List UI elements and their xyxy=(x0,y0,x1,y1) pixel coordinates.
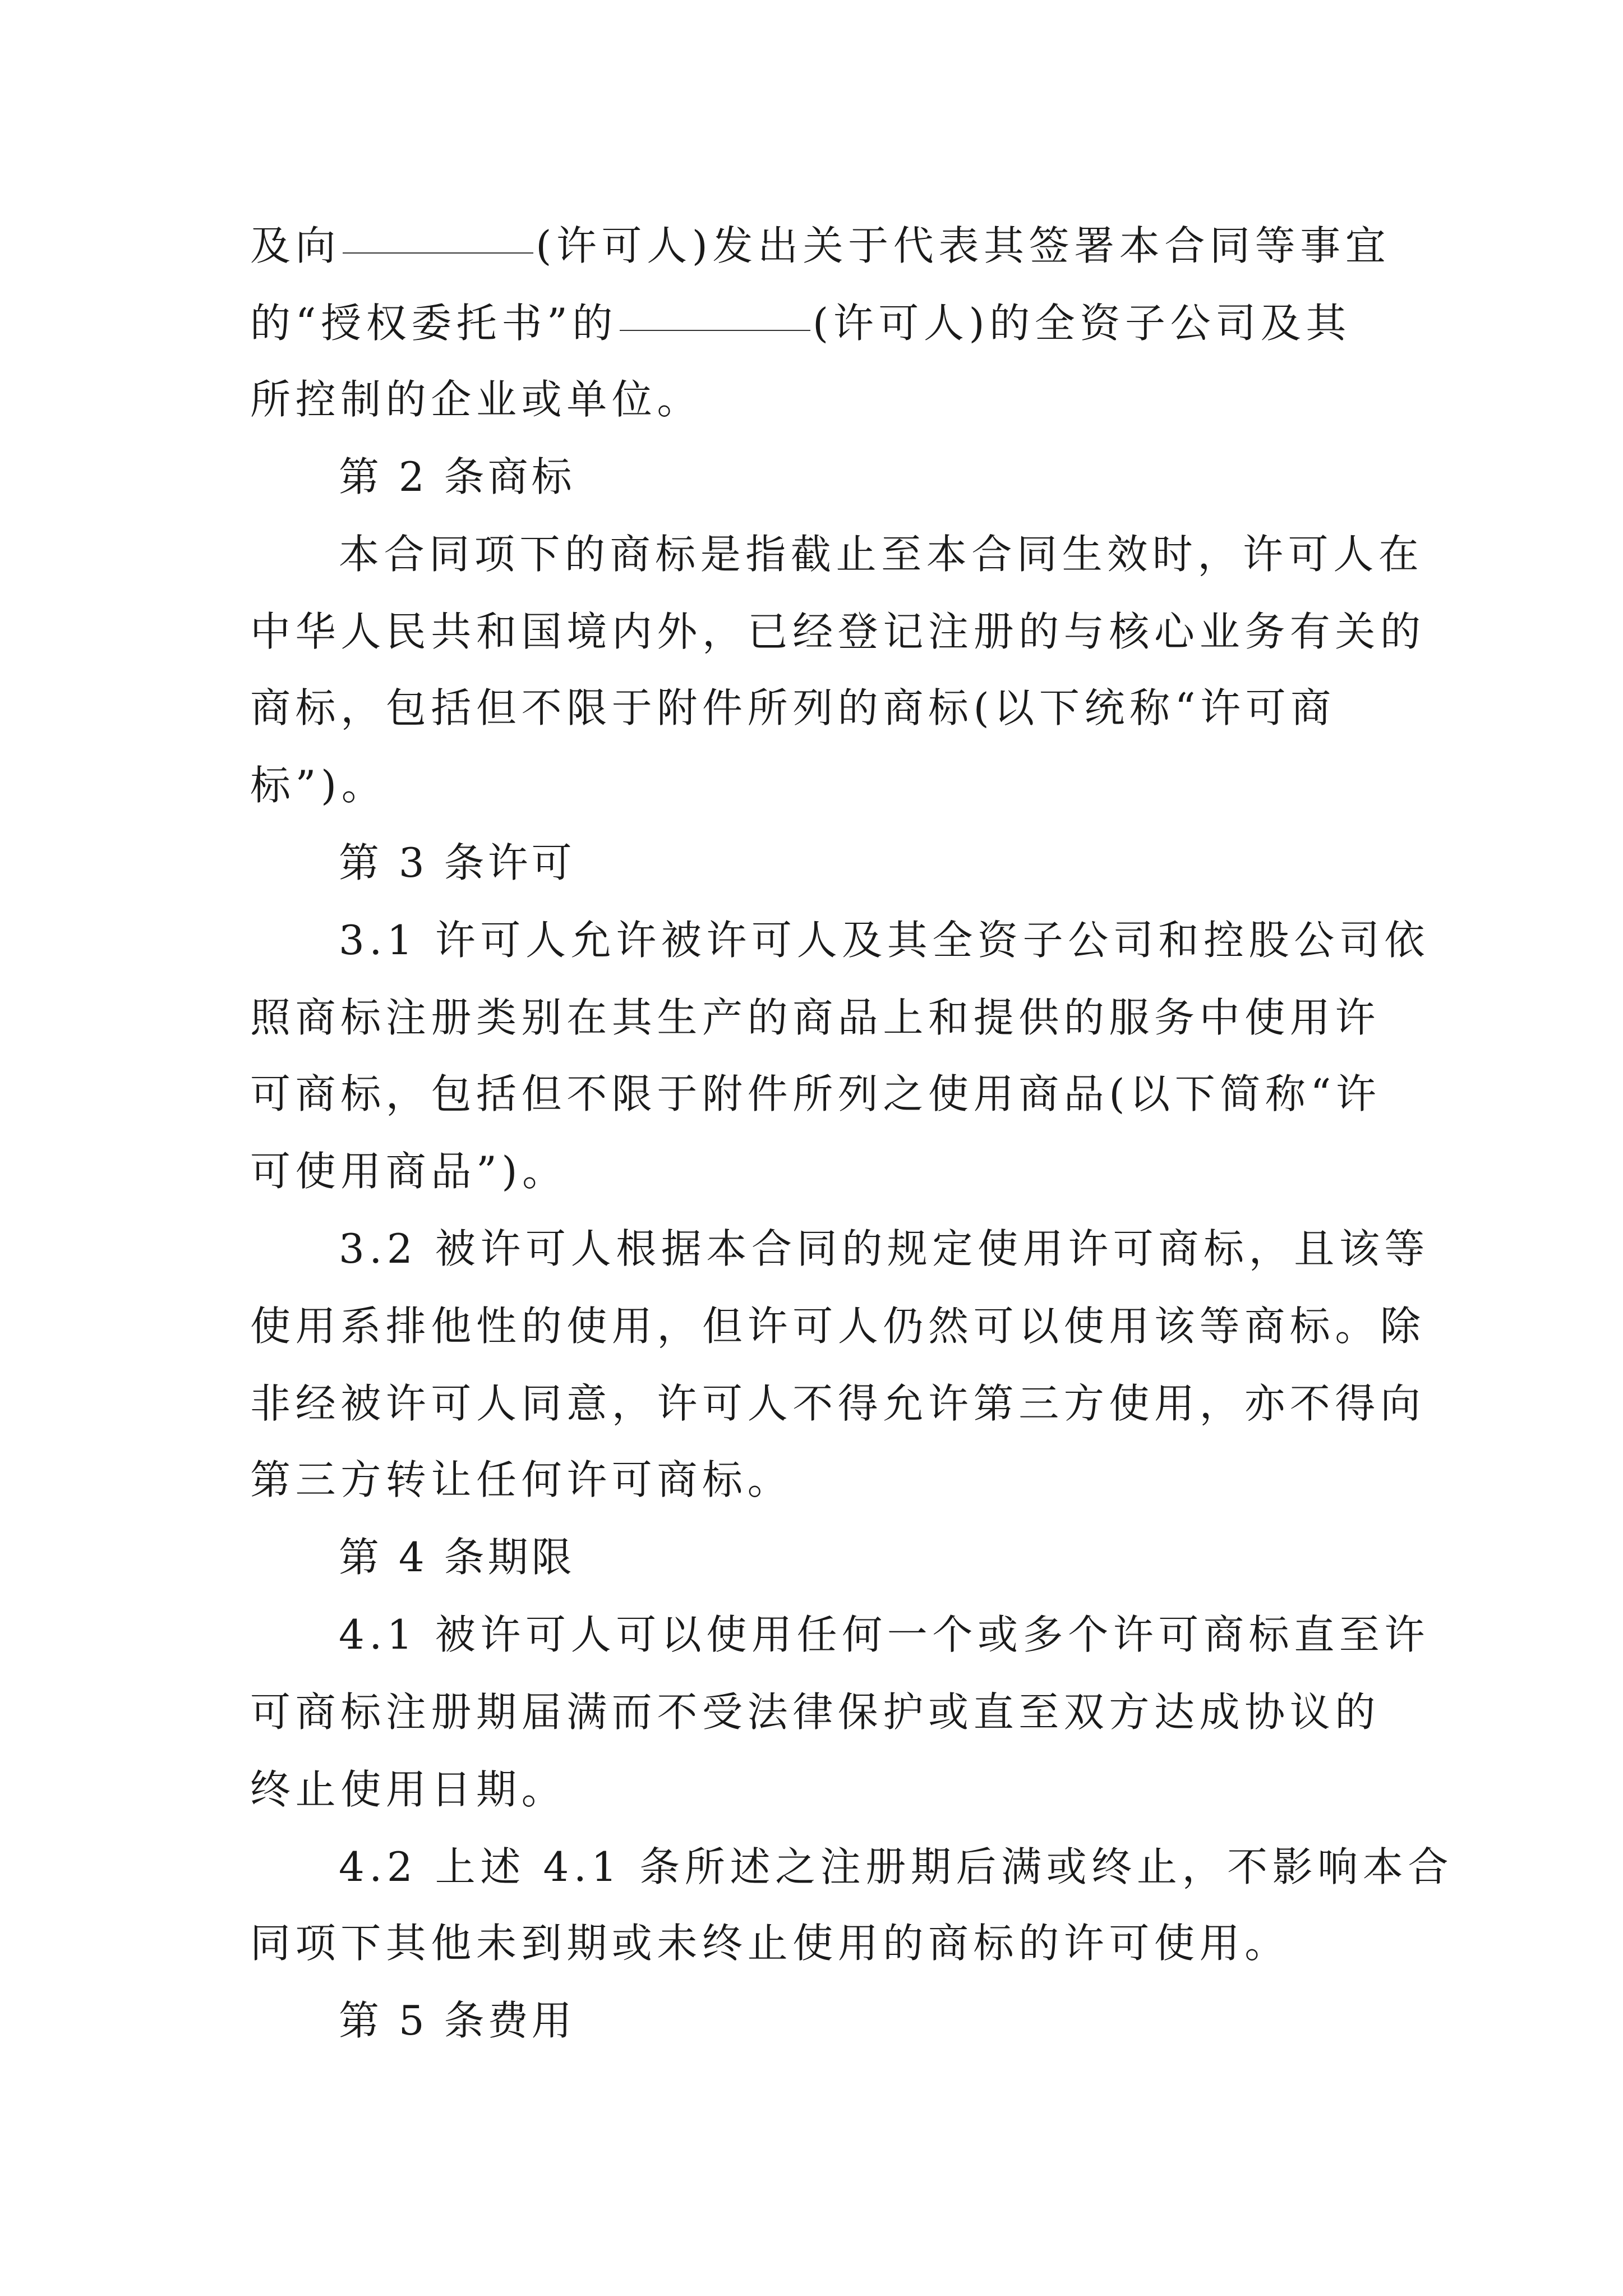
text-line: 第三方转让任何许可商标。 xyxy=(250,1456,793,1503)
text-fragment: 及向 xyxy=(250,222,341,269)
text-line xyxy=(250,284,1389,362)
text-line xyxy=(250,206,1389,285)
text-line: 标”)。 xyxy=(250,762,387,809)
text-fragment: (许可人)的全资子公司及其 xyxy=(813,300,1352,347)
text-line: 可商标注册期届满而不受法律保护或直至双方达成协议的 xyxy=(250,1688,1381,1736)
blank-underline xyxy=(620,284,810,331)
text-line: 中华人民共和国境内外，已经登记注册的与核心业务有关的 xyxy=(250,608,1426,655)
text-line: 3.1 许可人允许被许可人及其全资子公司和控股公司依 xyxy=(339,917,1430,964)
text-line: 照商标注册类别在其生产的商品上和提供的服务中使用许 xyxy=(250,994,1381,1041)
text-fragment: 的“授权委托书”的 xyxy=(250,300,618,347)
text-line: 所控制的企业或单位。 xyxy=(250,376,703,423)
text-line: 非经被许可人同意，许可人不得允许第三方使用，亦不得向 xyxy=(250,1380,1426,1427)
text-line: 终止使用日期。 xyxy=(250,1766,567,1813)
article-heading: 第 5 条费用 xyxy=(339,1997,575,2044)
text-line: 4.1 被许可人可以使用任何一个或多个许可商标直至许 xyxy=(339,1611,1430,1658)
article-heading: 第 2 条商标 xyxy=(339,453,575,500)
text-fragment: (许可人)发出关于代表其签署本合同等事宜 xyxy=(536,222,1391,269)
text-line: 商标，包括但不限于附件所列的商标(以下统称“许可商 xyxy=(250,684,1336,731)
article-heading: 第 3 条许可 xyxy=(339,839,575,886)
text-line: 3.2 被许可人根据本合同的规定使用许可商标，且该等 xyxy=(339,1225,1430,1272)
blank-underline xyxy=(343,206,533,254)
text-line: 可使用商品”)。 xyxy=(250,1148,568,1195)
text-line: 4.2 上述 4.1 条所述之注册期后满或终止，不影响本合 xyxy=(339,1843,1454,1890)
text-line: 本合同项下的商标是指截止至本合同生效时，许可人在 xyxy=(339,531,1424,578)
article-heading: 第 4 条期限 xyxy=(339,1534,575,1581)
text-line: 使用系排他性的使用，但许可人仍然可以使用该等商标。除 xyxy=(250,1303,1426,1350)
text-line: 可商标，包括但不限于附件所列之使用商品(以下简称“许 xyxy=(250,1070,1381,1117)
text-line: 同项下其他未到期或未终止使用的商标的许可使用。 xyxy=(250,1920,1290,1967)
